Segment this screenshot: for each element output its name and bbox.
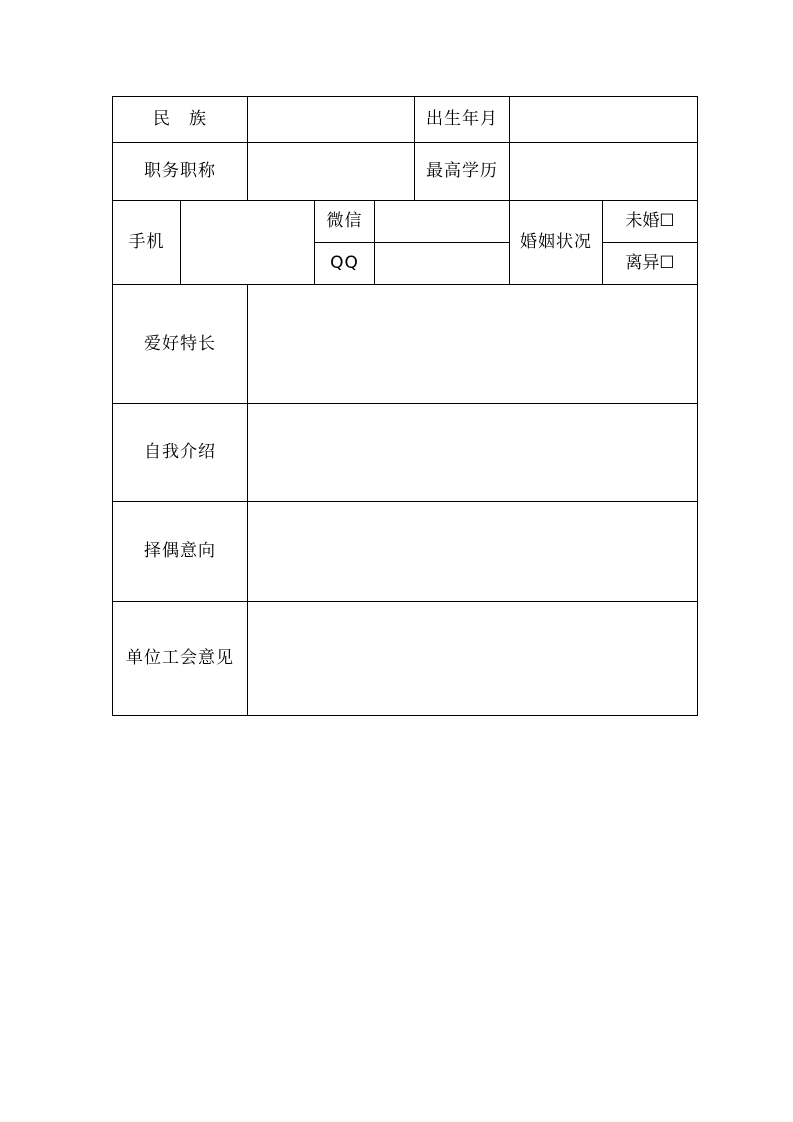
ethnicity-field[interactable] (248, 97, 415, 143)
phone-field[interactable] (181, 201, 315, 285)
wechat-label: 微信 (315, 201, 375, 243)
partner-pref-label: 择偶意向 (113, 502, 248, 602)
position-title-field[interactable] (248, 143, 415, 201)
position-title-label: 职务职称 (113, 143, 248, 201)
union-opinion-label: 单位工会意见 (113, 602, 248, 716)
birth-date-field[interactable] (510, 97, 698, 143)
marital-status-label: 婚姻状况 (510, 201, 603, 285)
row-ethnicity-birth (113, 97, 698, 143)
divorced-label: 离异 (625, 253, 660, 274)
education-label: 最高学历 (415, 143, 510, 201)
self-intro-label: 自我介绍 (113, 404, 248, 502)
row-partner-pref (113, 502, 698, 602)
unmarried-option[interactable] (603, 201, 698, 243)
row-contact-top (113, 201, 698, 243)
qq-field[interactable] (375, 243, 510, 285)
unmarried-checkbox-icon[interactable]: ☐ (659, 211, 675, 232)
hobbies-field[interactable] (248, 285, 698, 404)
row-union-opinion (113, 602, 698, 716)
divorced-option[interactable] (603, 243, 698, 285)
union-opinion-field[interactable] (248, 602, 698, 716)
education-field[interactable] (510, 143, 698, 201)
ethnicity-label: 民 族 (113, 97, 248, 143)
row-self-intro (113, 404, 698, 502)
hobbies-label: 爱好特长 (113, 285, 248, 404)
unmarried-label: 未婚 (625, 211, 660, 232)
self-intro-field[interactable] (248, 404, 698, 502)
row-hobbies (113, 285, 698, 404)
qq-label: QQ (315, 243, 375, 285)
divorced-checkbox-icon[interactable]: ☐ (659, 253, 675, 274)
partner-pref-field[interactable] (248, 502, 698, 602)
form-table (112, 96, 698, 716)
phone-label: 手机 (113, 201, 181, 285)
row-position-education (113, 143, 698, 201)
wechat-field[interactable] (375, 201, 510, 243)
birth-date-label: 出生年月 (415, 97, 510, 143)
registration-form (112, 96, 697, 716)
